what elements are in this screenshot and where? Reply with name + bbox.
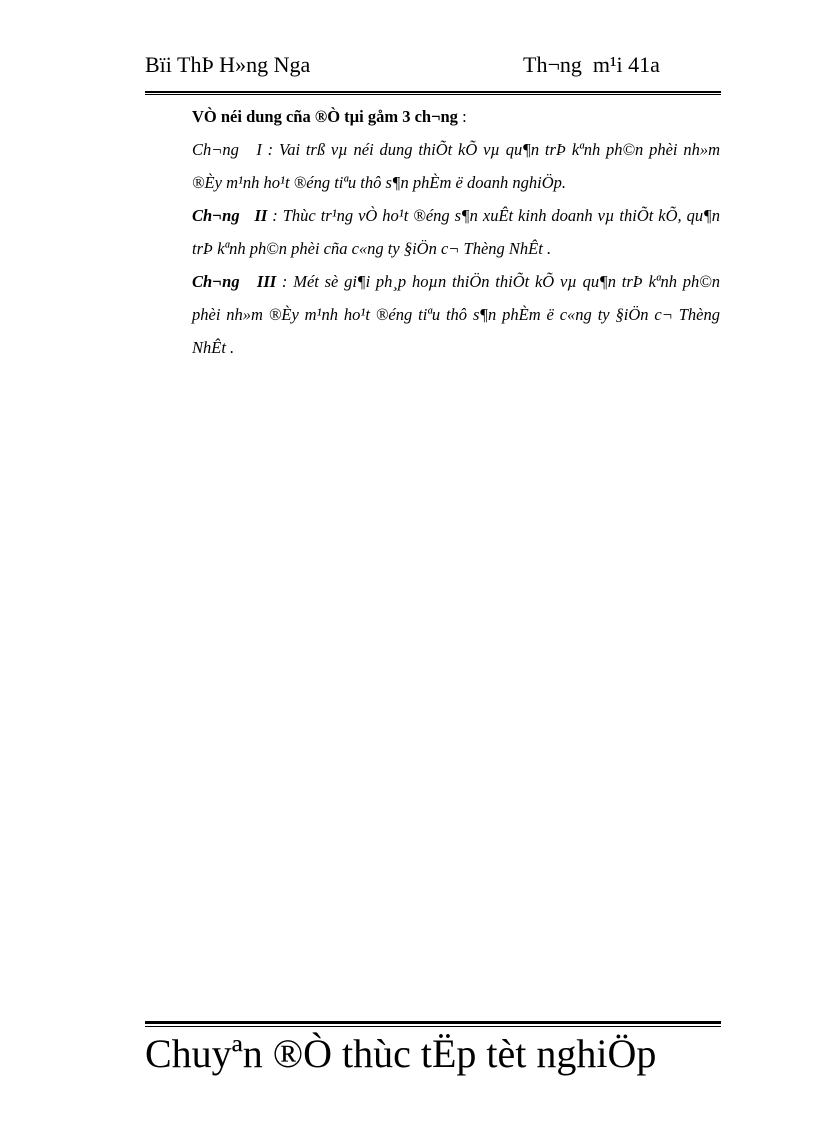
page-header	[145, 52, 721, 84]
header-divider	[145, 91, 721, 95]
chapter-1-label: Ch¬ng I	[192, 140, 262, 159]
intro-colon: :	[457, 107, 467, 126]
intro-paragraph	[192, 100, 720, 133]
chapter-1-text: : Vai trß vµ néi dung thiÕt kÕ vµ qu¶n trÞ kªnh ph©n phèi nh»m ®Èy m¹nh ho¹t ®éng tiªu thô s¶n phÈm ë doanh nghiÖp.	[192, 140, 720, 192]
footer-title: Chuyªn ®Ò thùc tËp tèt nghiÖp	[145, 1031, 657, 1076]
chapter-3-text: : Mét sè gi¶i ph¸p hoµn thiÖn thiÕt kÕ vµ qu¶n trÞ kªnh ph©n phèi nh»m ®Èy m¹nh ho¹t ®éng tiªu thô s¶n phÈm ë c«ng ty §iÖn c¬ Thèng NhÊt .	[192, 272, 721, 357]
chapter-3-paragraph	[192, 265, 720, 364]
footer-divider	[145, 1021, 721, 1027]
chapter-2-text: : Thùc tr¹ng vÒ ho¹t ®éng s¶n xuÊt kinh doanh vµ thiÕt kÕ, qu¶n trÞ kªnh ph©n phèi cña c«ng ty §iÖn c¬ Thèng NhÊt .	[192, 206, 720, 258]
author-name: Bïi ThÞ H»ng Nga	[145, 52, 311, 77]
chapter-2-label: Ch¬ng II	[192, 206, 268, 225]
document-body	[192, 100, 720, 364]
class-name: Th¬ng m¹i 41a	[523, 52, 660, 77]
chapter-3-label: Ch¬ng III	[192, 272, 277, 291]
chapter-1-paragraph	[192, 133, 720, 199]
chapter-2-paragraph	[192, 199, 720, 265]
intro-text: VÒ néi dung cña ®Ò tµi gåm 3 ch¬ng	[192, 107, 458, 126]
